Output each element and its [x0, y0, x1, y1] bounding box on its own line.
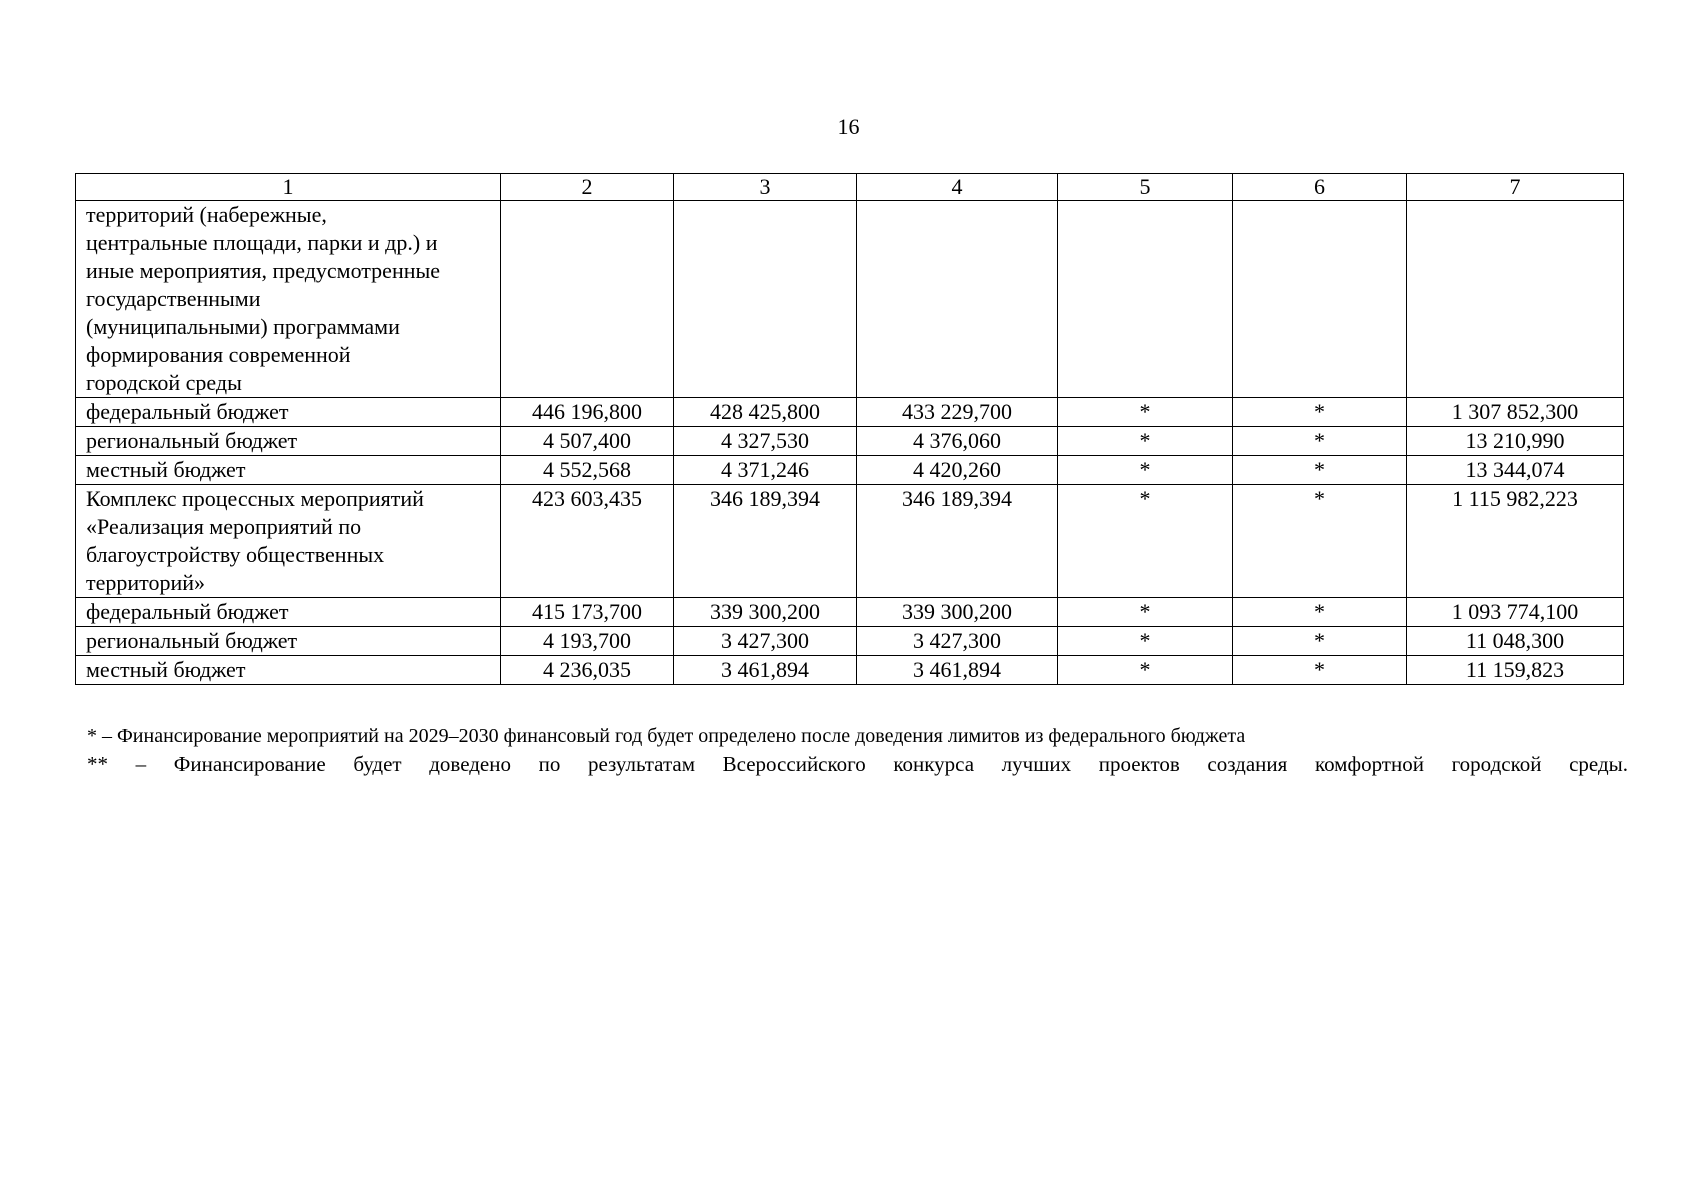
table-cell: 4 507,400: [501, 427, 674, 456]
column-header: 7: [1407, 174, 1624, 201]
column-header: 1: [76, 174, 501, 201]
table-cell: 346 189,394: [857, 485, 1058, 598]
page-number: 16: [837, 114, 860, 139]
table-cell: 423 603,435: [501, 485, 674, 598]
row-name-line: (муниципальными) программами: [86, 314, 400, 339]
table-cell: 4 236,035: [501, 656, 674, 685]
table-cell: 4 552,568: [501, 456, 674, 485]
table-cell: 1 115 982,223: [1407, 485, 1624, 598]
table-cell: 11 159,823: [1407, 656, 1624, 685]
table-row: [76, 456, 1624, 485]
table-cell: *: [1233, 398, 1407, 427]
table-cell: *: [1058, 485, 1233, 598]
table-cell: *: [1058, 398, 1233, 427]
column-header: 2: [501, 174, 674, 201]
row-name-line: территорий»: [86, 570, 206, 595]
table-cell: *: [1058, 427, 1233, 456]
table-cell: *: [1233, 598, 1407, 627]
table-cell: *: [1058, 656, 1233, 685]
row-name-line: центральные площади, парки и др.) и: [86, 230, 438, 255]
table-cell: 428 425,800: [674, 398, 857, 427]
table-row: [76, 598, 1624, 627]
table-cell: 4 420,260: [857, 456, 1058, 485]
column-header: 5: [1058, 174, 1233, 201]
table-cell: 4 327,530: [674, 427, 857, 456]
table-cell: 3 461,894: [674, 656, 857, 685]
table-cell: 3 461,894: [857, 656, 1058, 685]
table-cell: *: [1233, 456, 1407, 485]
table-cell: 4 371,246: [674, 456, 857, 485]
row-name: федеральный бюджет: [76, 598, 501, 627]
table-cell: 1 307 852,300: [1407, 398, 1624, 427]
table-cell: *: [1058, 456, 1233, 485]
row-name: местный бюджет: [76, 456, 501, 485]
table-cell: 13 210,990: [1407, 427, 1624, 456]
table-cell: [1407, 201, 1624, 398]
table-cell: *: [1058, 627, 1233, 656]
row-name: региональный бюджет: [76, 627, 501, 656]
row-name: [76, 485, 501, 598]
table-cell: 11 048,300: [1407, 627, 1624, 656]
table-cell: [1233, 201, 1407, 398]
table-cell: [1058, 201, 1233, 398]
table-cell: *: [1233, 427, 1407, 456]
table-cell: 4 193,700: [501, 627, 674, 656]
table-cell: 3 427,300: [674, 627, 857, 656]
table-cell: [501, 201, 674, 398]
row-name-line: Комплекс процессных мероприятий: [86, 486, 424, 511]
row-name-line: формирования современной: [86, 342, 351, 367]
row-name: федеральный бюджет: [76, 398, 501, 427]
table-cell: [857, 201, 1058, 398]
table-header-row: [76, 174, 1624, 201]
table-row: [76, 656, 1624, 685]
table-cell: [674, 201, 857, 398]
row-name: региональный бюджет: [76, 427, 501, 456]
row-name: [76, 201, 501, 398]
table-row: [76, 485, 1624, 598]
table-cell: 4 376,060: [857, 427, 1058, 456]
table-cell: 13 344,074: [1407, 456, 1624, 485]
table-cell: 433 229,700: [857, 398, 1058, 427]
column-header: 4: [857, 174, 1058, 201]
footnote-double-asterisk: ** – Финансирование будет доведено по результатам Всероссийского конкурса лучших проектов создания комфортной городской среды.: [87, 752, 1628, 776]
table-cell: 446 196,800: [501, 398, 674, 427]
row-name-line: государственными: [86, 286, 261, 311]
table-cell: *: [1233, 627, 1407, 656]
table-cell: 339 300,200: [857, 598, 1058, 627]
table-row: [76, 627, 1624, 656]
table-cell: *: [1233, 656, 1407, 685]
row-name-line: благоустройству общественных: [86, 542, 385, 567]
table-cell: 346 189,394: [674, 485, 857, 598]
row-name-line: территорий (набережные,: [86, 202, 327, 227]
table-cell: *: [1233, 485, 1407, 598]
row-name-line: городской среды: [86, 370, 242, 395]
footnote-single-asterisk: * – Финансирование мероприятий на 2029–2030 финансовый год будет определено после доведения лимитов из федерального бюджета: [87, 725, 1246, 747]
table-cell: 3 427,300: [857, 627, 1058, 656]
table-cell: *: [1058, 598, 1233, 627]
footnotes: [87, 722, 1628, 778]
table-row: [76, 398, 1624, 427]
table-cell: 339 300,200: [674, 598, 857, 627]
row-name-line: иные мероприятия, предусмотренные: [86, 258, 441, 283]
row-name: местный бюджет: [76, 656, 501, 685]
table-cell: 415 173,700: [501, 598, 674, 627]
table-row: [76, 201, 1624, 398]
column-header: 3: [674, 174, 857, 201]
table-cell: 1 093 774,100: [1407, 598, 1624, 627]
budget-table: [75, 173, 1624, 685]
row-name-line: «Реализация мероприятий по: [86, 514, 362, 539]
column-header: 6: [1233, 174, 1407, 201]
table-row: [76, 427, 1624, 456]
